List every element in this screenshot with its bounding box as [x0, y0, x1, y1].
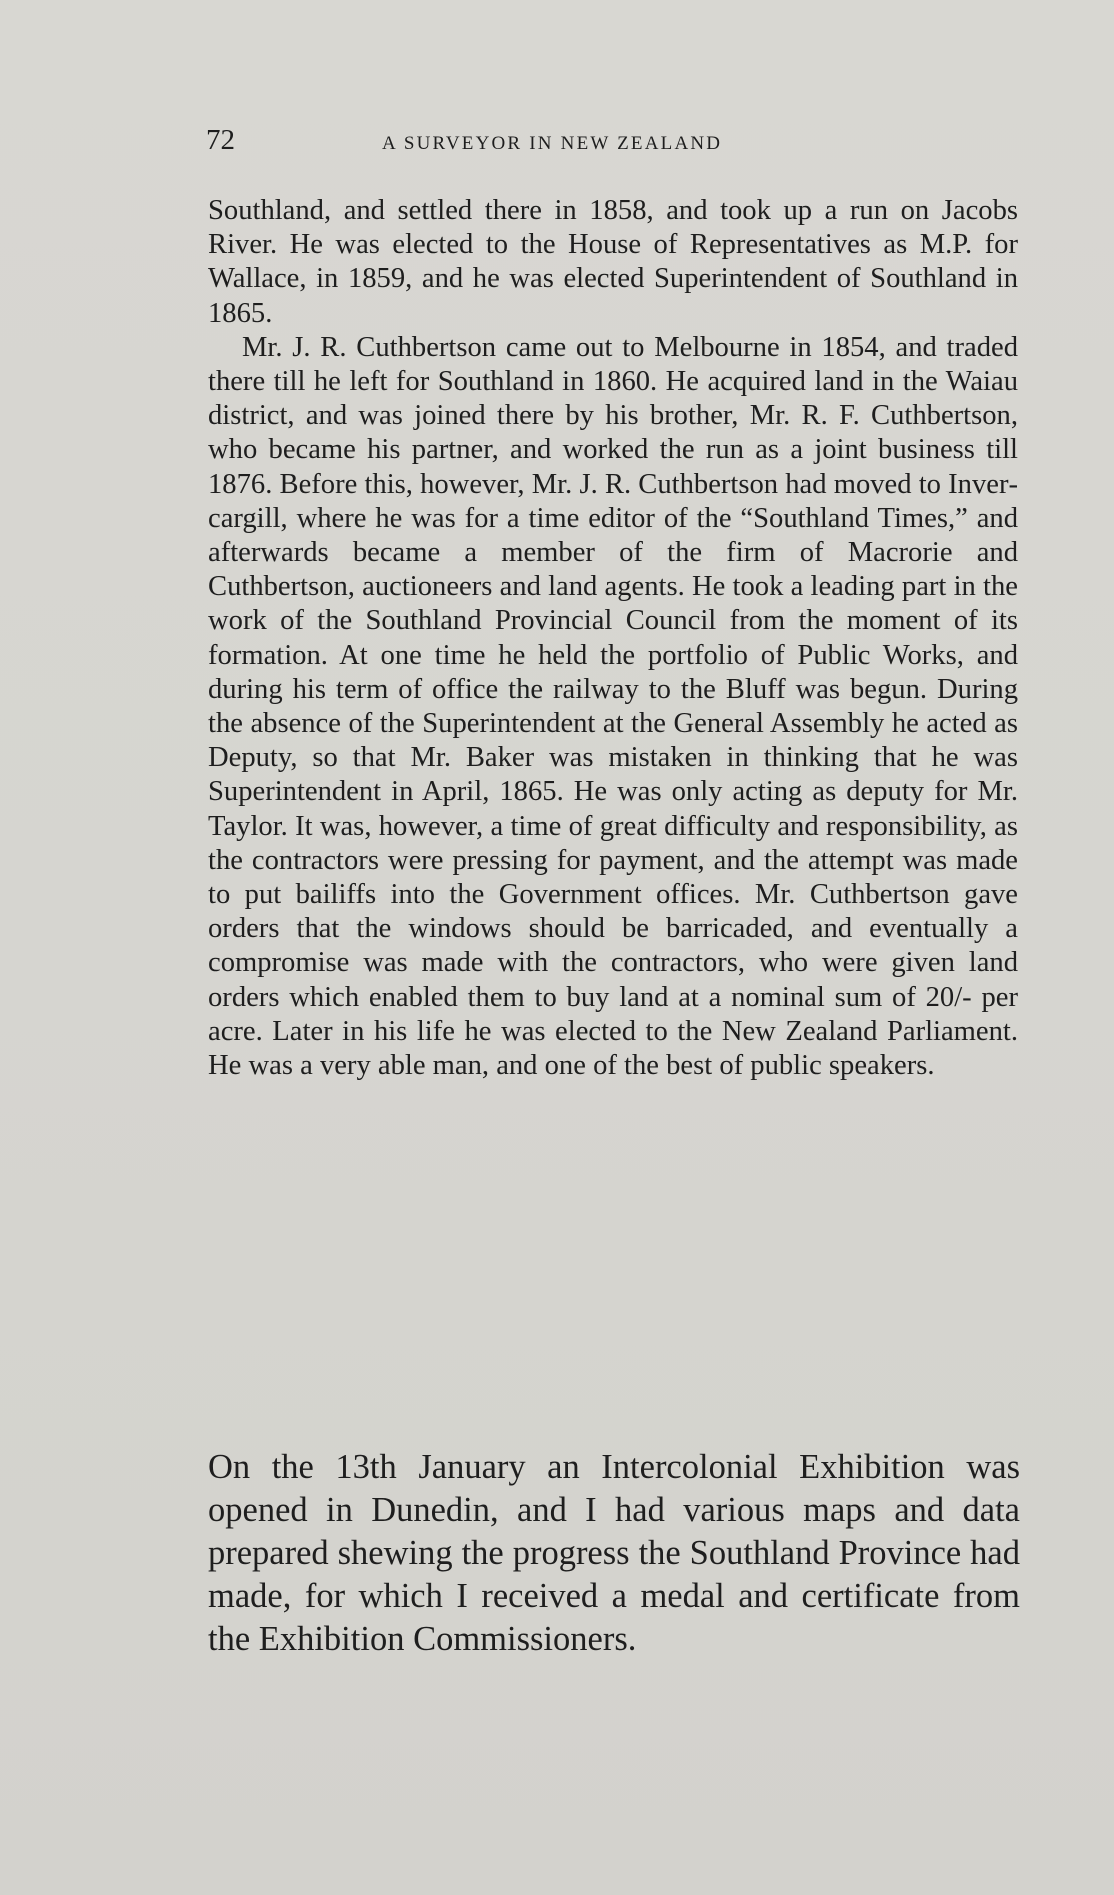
paragraph-exhibition: On the 13th January an Intercolonial Exhibition was opened in Dunedin, and I had various maps and data prepared shewing the progress the Southland Province had made, for which I received a medal and certificate from the Exhibition Commissioners.	[208, 1448, 1020, 1658]
closing-text	[208, 1446, 1020, 1661]
page-number: 72	[206, 124, 235, 156]
paragraph-cuthbertson: Mr. J. R. Cuthbertson came out to Melbourne in 1854, and traded there till he left for Southland in 1860. He acquired land in the Waiau district, and was joined there by his brother, Mr. R. F. Cuthbertson, who became his partner, and worked the run as a joint business till 1876. Before this, however, Mr. J. R. Cuthbertson had moved to Invercargill, where he was for a time editor of the “Southland Times,” and afterwards became a member of the firm of Macrorie and Cuthbertson, auctioneers and land agents. He took a leading part in the work of the Southland Provincial Council from the moment of its formation. At one time he held the portfolio of Public Works, and during his term of office the railway to the Bluff was begun. During the absence of the Superintendent at the General Assembly he acted as Deputy, so that Mr. Baker was mistaken in thinking that he was Superintendent in April, 1865. He was only acting as deputy for Mr. Taylor. It was, however, a time of great difficulty and responsibility, as the contractors were pressing for payment, and the attempt was made to put bailiffs into the Government offices. Mr. Cuthbertson gave orders that the windows should be barricaded, and eventually a compromise was made with the contractors, who were given land orders which enabled them to buy land at a nominal sum of 20/- per acre. Later in his life he was elected to the New Zealand Parliament. He was a very able man, and one of the best of public speakers.	[208, 331, 1018, 1082]
page-header	[206, 122, 846, 162]
body-text	[208, 194, 1018, 1083]
paragraph-continuation: Southland, and settled there in 1858, and took up a run on Jacobs River. He was elected to the House of Representatives as M.P. for Wallace, in 1859, and he was elected Superintendent of Southland in 1865.	[208, 195, 1018, 329]
running-title: A SURVEYOR IN NEW ZEALAND	[382, 133, 723, 154]
